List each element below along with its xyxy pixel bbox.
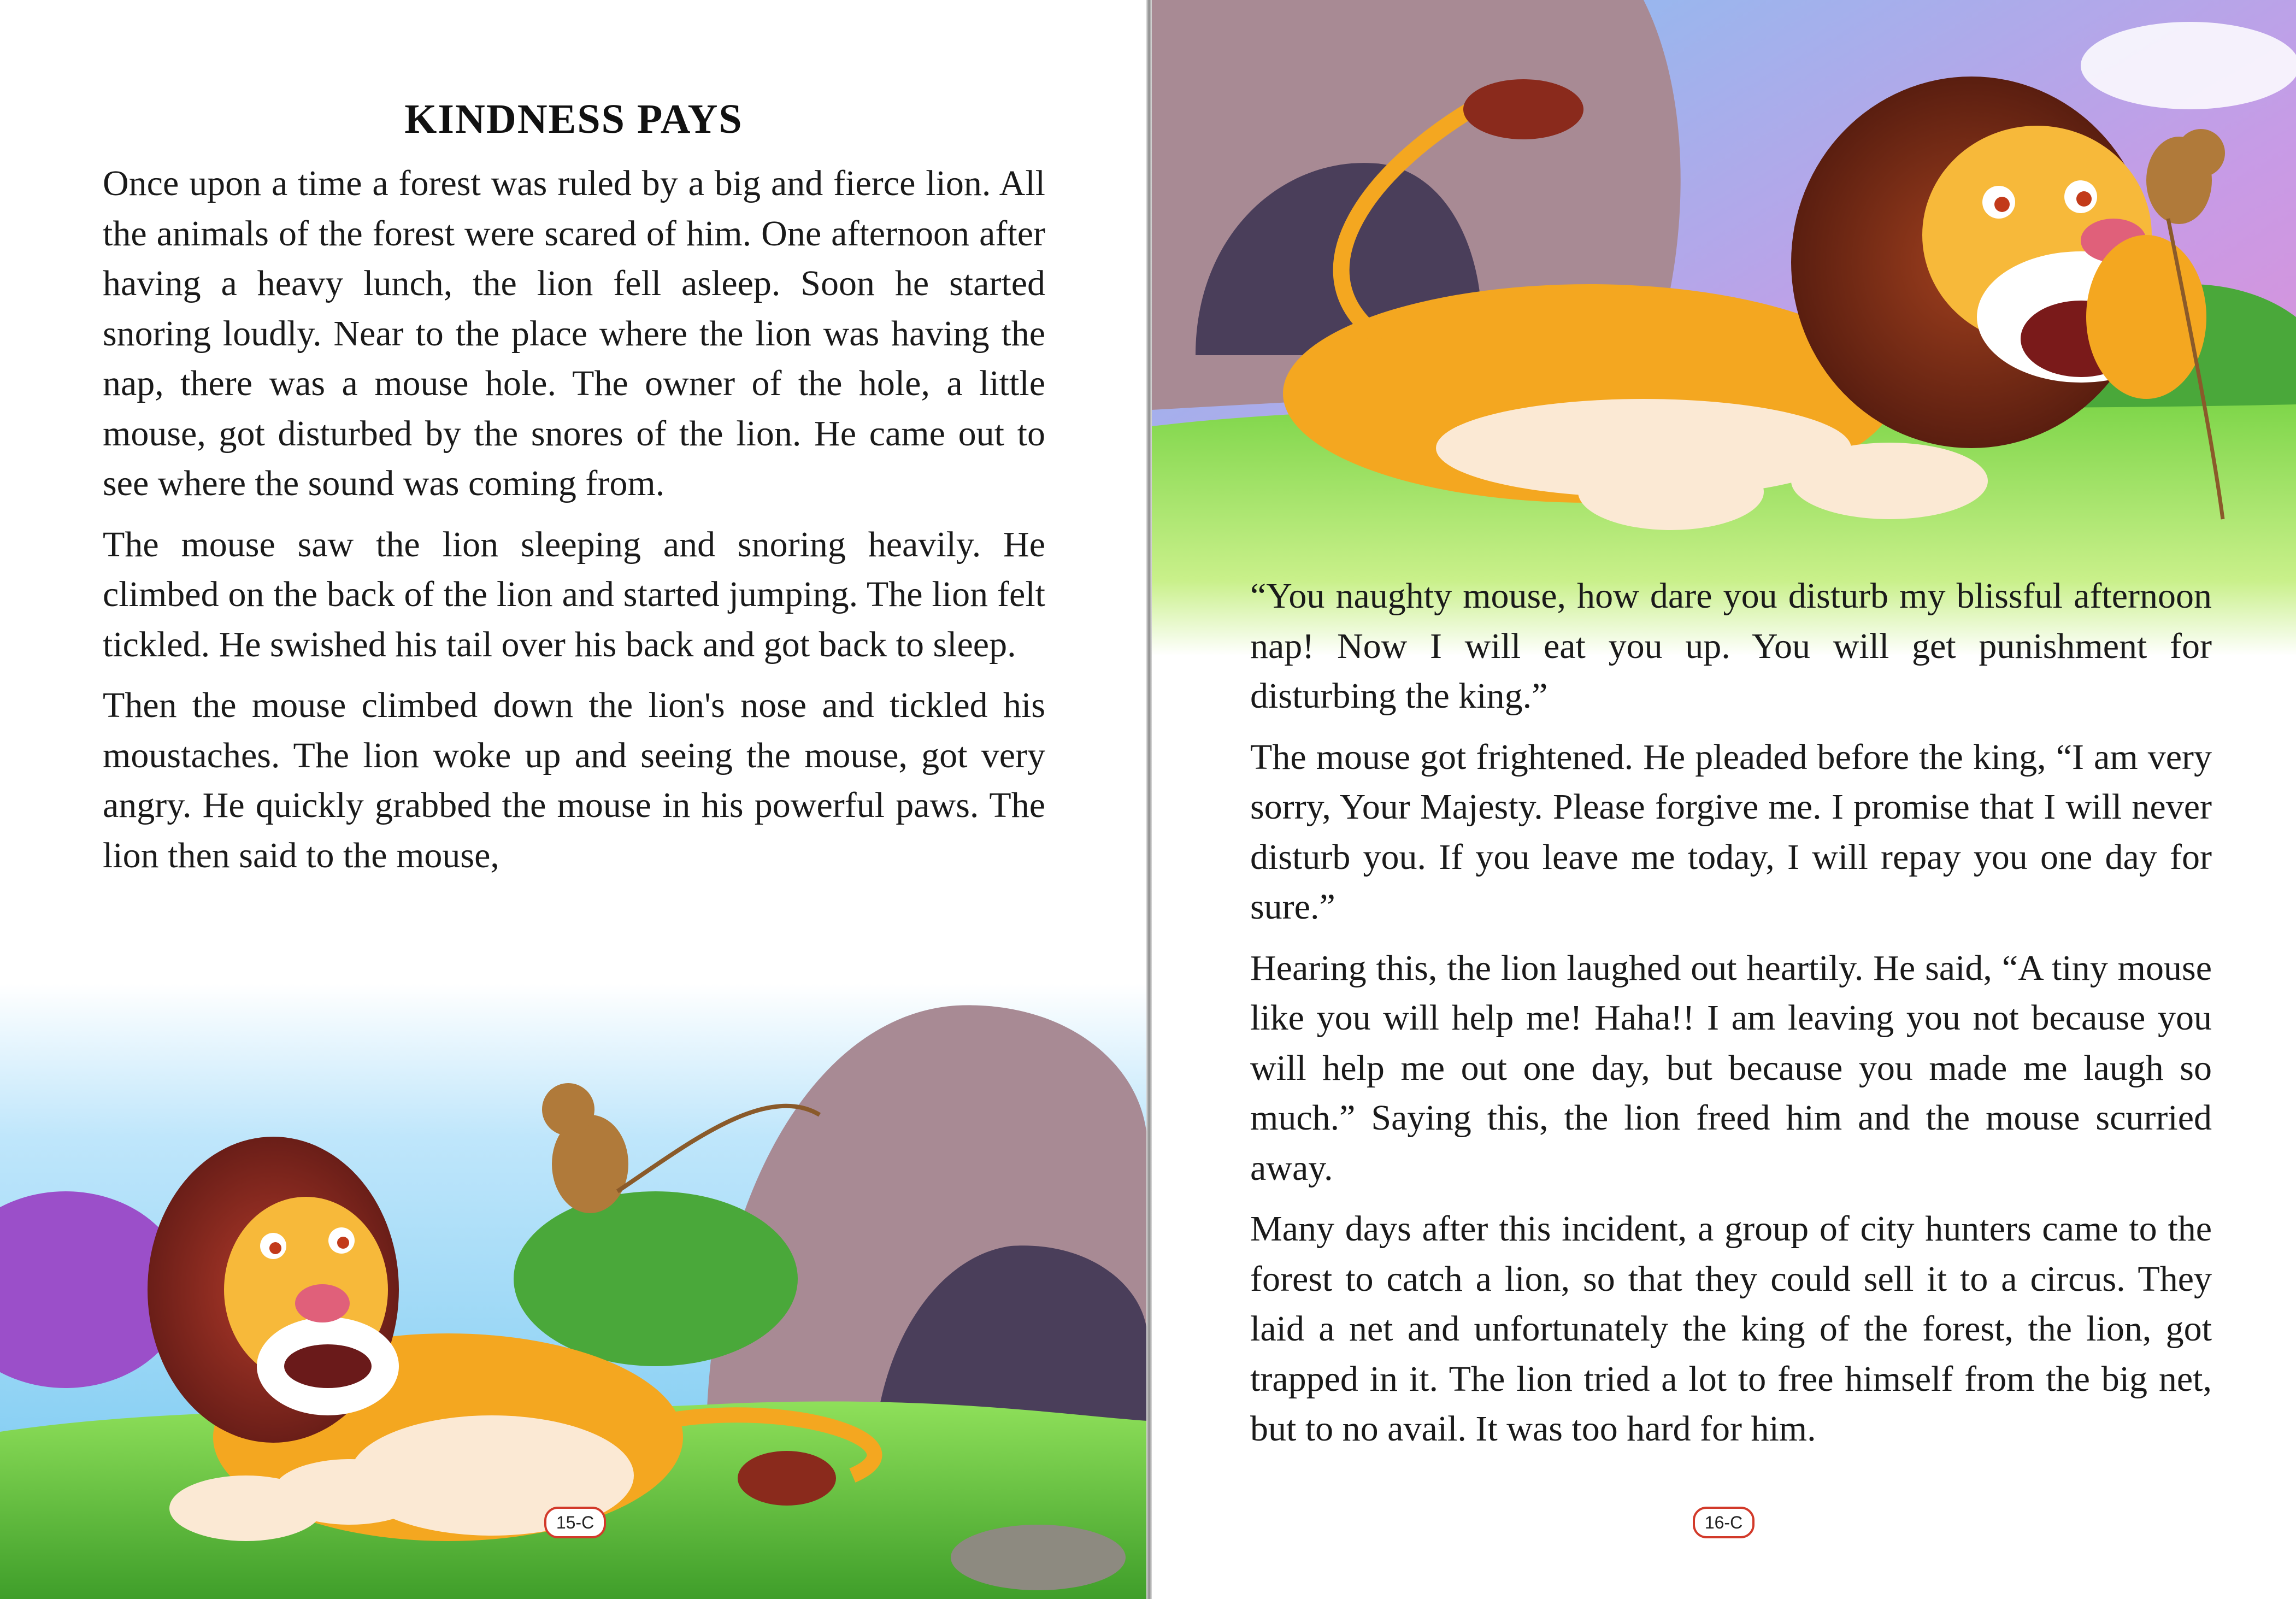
- lion-mouth: [284, 1344, 372, 1388]
- paragraph: “You naughty mouse, how dare you disturb my blissful afternoon nap! Now I will eat you up. You will get punishment for disturbing the king.”: [1250, 576, 2212, 716]
- paragraph: The mouse got frightened. He pleaded before the king, “I am very sorry, Your Majesty. Please forgive me. I promise that I will never disturb you. If you leave me today, I will repay you one day for sure.”: [1250, 737, 2212, 927]
- lion-paw: [1791, 443, 1988, 519]
- paragraph: Once upon a time a forest was ruled by a big and fierce lion. All the animals of the forest were scared of him. One afternoon after having a heavy lunch, the lion fell asleep. Soon he started snoring loudly. Near to the place where the lion was having the nap, there was a mouse hole. The owner of the hole, a little mouse, got disturbed by the snores of the lion. He came out to see where the sound was coming from.: [103, 163, 1045, 503]
- paragraph: Then the mouse climbed down the lion's nose and tickled his moustaches. The lion woke up and seeing the mouse, got very angry. He quickly grabbed the mouse in his powerful paws. The lion then said to the mouse,: [103, 685, 1045, 875]
- book-spine: [1146, 0, 1152, 1599]
- lion-nose: [295, 1284, 350, 1322]
- rock-small: [951, 1525, 1126, 1590]
- lion-paw: [169, 1475, 322, 1541]
- tail-tuft: [738, 1451, 836, 1506]
- mouse-head: [2177, 129, 2225, 177]
- lion-paw: [1578, 454, 1764, 530]
- lion-pupil: [337, 1237, 349, 1249]
- page-number: 15-C: [544, 1507, 606, 1538]
- left-page: [0, 0, 1147, 1599]
- page-number: 16-C: [1693, 1507, 1755, 1538]
- paragraph: Hearing this, the lion laughed out heartily. He said, “A tiny mouse like you will help me! Haha!! I am leaving you not because you will help me out one day, but because you made me laugh so much.” Saying this, the lion freed him and the mouse scurried away.: [1250, 948, 2212, 1188]
- tail-tuft: [1463, 79, 1583, 139]
- right-page: [1152, 0, 2296, 1599]
- lion-pupil: [2076, 191, 2092, 207]
- mouse-head: [542, 1083, 594, 1136]
- story-title: KINDNESS PAYS: [404, 96, 743, 142]
- right-story-text: [1250, 571, 2212, 1465]
- cloud: [2081, 22, 2296, 109]
- paragraph: The mouse saw the lion sleeping and snoring heavily. He climbed on the back of the lion and started jumping. The lion felt tickled. He swished his tail over his back and got back to sleep.: [103, 524, 1045, 665]
- lion-pupil: [269, 1242, 281, 1254]
- lion-pupil: [1994, 197, 2010, 212]
- left-story-text: [103, 158, 1045, 891]
- paragraph: Many days after this incident, a group of city hunters came to the forest to catch a lion, so that they could sell it to a circus. They laid a net and unfortunately the king of the forest, the lion, got trapped in it. The lion tried a lot to free himself from the big net, but to no avail. It was too hard for him.: [1250, 1209, 2212, 1449]
- bush: [514, 1191, 798, 1366]
- lion-mouse-illustration-right: [1152, 0, 2296, 656]
